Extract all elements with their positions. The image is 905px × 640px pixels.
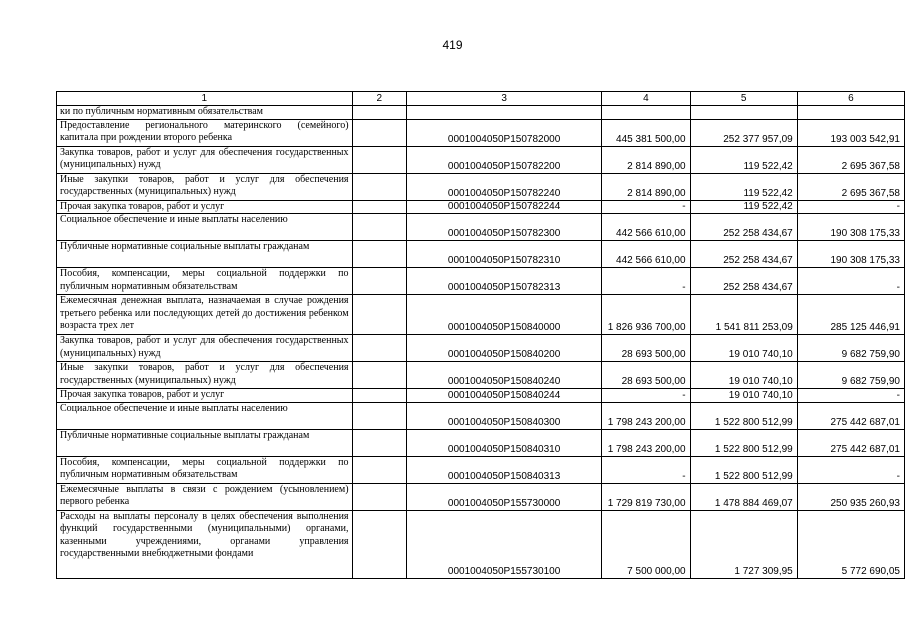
row-name: ки по публичным нормативным обязательствам [57, 106, 353, 120]
row-value-5: 19 010 740,10 [690, 335, 797, 362]
row-value-5: 119 522,42 [690, 146, 797, 173]
row-value-6: 190 308 175,33 [797, 241, 904, 268]
row-code: 0001004050P150782310 [407, 241, 602, 268]
row-name: Иные закупки товаров, работ и услуг для обеспечения государственных (муниципальных) нужд [57, 173, 353, 200]
row-name: Социальное обеспечение и иные выплаты населению [57, 214, 353, 241]
header-col-2: 2 [352, 92, 407, 106]
row-value-6: - [797, 268, 904, 295]
row-col2 [352, 268, 407, 295]
row-value-6 [797, 106, 904, 120]
row-code: 0001004050P150840200 [407, 335, 602, 362]
table-row [57, 295, 905, 335]
table-row [57, 241, 905, 268]
row-value-5: 1 522 800 512,99 [690, 429, 797, 456]
table-row [57, 362, 905, 389]
row-value-6: 9 682 759,90 [797, 335, 904, 362]
row-col2 [352, 389, 407, 403]
table-row [57, 429, 905, 456]
row-col2 [352, 362, 407, 389]
row-value-6: 193 003 542,91 [797, 119, 904, 146]
row-code: 0001004050P150840300 [407, 402, 602, 429]
row-col2 [352, 119, 407, 146]
row-value-4 [602, 106, 690, 120]
row-code: 0001004050P150782313 [407, 268, 602, 295]
row-value-4: 1 729 819 730,00 [602, 483, 690, 510]
row-value-4: 1 798 243 200,00 [602, 429, 690, 456]
row-value-4: - [602, 389, 690, 403]
row-name: Публичные нормативные социальные выплаты гражданам [57, 241, 353, 268]
table-row [57, 510, 905, 578]
header-col-1: 1 [57, 92, 353, 106]
header-col-5: 5 [690, 92, 797, 106]
row-value-5: 1 522 800 512,99 [690, 456, 797, 483]
row-code: 0001004050P150782300 [407, 214, 602, 241]
row-name: Расходы на выплаты персоналу в целях обеспечения выполнения функций государственными (муниципальными) органами, казенными учреждениями, органами управления государственными внебюджетными фондами [57, 510, 353, 578]
row-name: Иные закупки товаров, работ и услуг для обеспечения государственных (муниципальных) нужд [57, 362, 353, 389]
row-code: 0001004050P155730000 [407, 483, 602, 510]
row-value-6: 275 442 687,01 [797, 429, 904, 456]
row-value-4: 2 814 890,00 [602, 173, 690, 200]
table-row [57, 402, 905, 429]
row-code: 0001004050P150782000 [407, 119, 602, 146]
table-row [57, 389, 905, 403]
row-col2 [352, 295, 407, 335]
row-value-4: 28 693 500,00 [602, 335, 690, 362]
row-value-4: 442 566 610,00 [602, 241, 690, 268]
row-name: Пособия, компенсации, меры социальной поддержки по публичным нормативным обязательствам [57, 456, 353, 483]
row-value-6: 250 935 260,93 [797, 483, 904, 510]
table-row [57, 214, 905, 241]
row-name: Ежемесячные выплаты в связи с рождением (усыновлением) первого ребенка [57, 483, 353, 510]
row-col2 [352, 402, 407, 429]
row-value-6: - [797, 389, 904, 403]
row-value-6: - [797, 456, 904, 483]
row-col2 [352, 200, 407, 214]
row-value-6: 275 442 687,01 [797, 402, 904, 429]
row-value-4: - [602, 456, 690, 483]
table-row [57, 146, 905, 173]
row-col2 [352, 106, 407, 120]
row-code: 0001004050P150840244 [407, 389, 602, 403]
table-row [57, 106, 905, 120]
row-value-4: 445 381 500,00 [602, 119, 690, 146]
page-number: 419 [442, 38, 463, 52]
row-code: 0001004050P150782200 [407, 146, 602, 173]
table-row [57, 173, 905, 200]
row-name: Публичные нормативные социальные выплаты гражданам [57, 429, 353, 456]
row-value-5: 1 478 884 469,07 [690, 483, 797, 510]
row-code [407, 106, 602, 120]
row-value-5 [690, 106, 797, 120]
row-code: 0001004050P150840240 [407, 362, 602, 389]
row-value-5: 252 258 434,67 [690, 241, 797, 268]
row-value-5: 19 010 740,10 [690, 362, 797, 389]
row-col2 [352, 510, 407, 578]
row-value-6: 5 772 690,05 [797, 510, 904, 578]
row-value-6: 190 308 175,33 [797, 214, 904, 241]
row-value-4: 1 798 243 200,00 [602, 402, 690, 429]
table-row [57, 335, 905, 362]
row-name: Прочая закупка товаров, работ и услуг [57, 389, 353, 403]
row-code: 0001004050P150840313 [407, 456, 602, 483]
row-value-4: 442 566 610,00 [602, 214, 690, 241]
row-col2 [352, 483, 407, 510]
row-value-5: 1 727 309,95 [690, 510, 797, 578]
row-value-4: - [602, 268, 690, 295]
row-value-5: 252 258 434,67 [690, 214, 797, 241]
row-name: Ежемесячная денежная выплата, назначаемая в случае рождения третьего ребенка или последующих детей до достижения ребенком возраста трех лет [57, 295, 353, 335]
row-value-4: 7 500 000,00 [602, 510, 690, 578]
table-row [57, 483, 905, 510]
row-name: Прочая закупка товаров, работ и услуг [57, 200, 353, 214]
row-value-4: 2 814 890,00 [602, 146, 690, 173]
row-value-6: 9 682 759,90 [797, 362, 904, 389]
header-col-4: 4 [602, 92, 690, 106]
budget-table [56, 91, 905, 579]
row-name: Социальное обеспечение и иные выплаты населению [57, 402, 353, 429]
row-value-5: 1 522 800 512,99 [690, 402, 797, 429]
table-row [57, 119, 905, 146]
row-code: 0001004050P150840000 [407, 295, 602, 335]
row-value-5: 119 522,42 [690, 173, 797, 200]
row-col2 [352, 429, 407, 456]
header-col-3: 3 [407, 92, 602, 106]
row-name: Пособия, компенсации, меры социальной поддержки по публичным нормативным обязательствам [57, 268, 353, 295]
row-value-5: 252 258 434,67 [690, 268, 797, 295]
row-name: Предоставление регионального материнского (семейного) капитала при рождении второго ребенка [57, 119, 353, 146]
table-row [57, 268, 905, 295]
row-value-4: 28 693 500,00 [602, 362, 690, 389]
row-value-6: 285 125 446,91 [797, 295, 904, 335]
row-value-4: - [602, 200, 690, 214]
row-col2 [352, 173, 407, 200]
row-col2 [352, 241, 407, 268]
table-row [57, 200, 905, 214]
row-col2 [352, 214, 407, 241]
row-name: Закупка товаров, работ и услуг для обеспечения государственных (муниципальных) нужд [57, 335, 353, 362]
row-col2 [352, 335, 407, 362]
row-col2 [352, 456, 407, 483]
row-name: Закупка товаров, работ и услуг для обеспечения государственных (муниципальных) нужд [57, 146, 353, 173]
row-code: 0001004050P150782244 [407, 200, 602, 214]
row-value-4: 1 826 936 700,00 [602, 295, 690, 335]
row-value-5: 1 541 811 253,09 [690, 295, 797, 335]
table-row [57, 456, 905, 483]
row-value-6: 2 695 367,58 [797, 146, 904, 173]
header-row [57, 92, 905, 106]
row-value-5: 19 010 740,10 [690, 389, 797, 403]
row-col2 [352, 146, 407, 173]
row-code: 0001004050P155730100 [407, 510, 602, 578]
row-code: 0001004050P150840310 [407, 429, 602, 456]
row-code: 0001004050P150782240 [407, 173, 602, 200]
row-value-5: 119 522,42 [690, 200, 797, 214]
row-value-5: 252 377 957,09 [690, 119, 797, 146]
row-value-6: 2 695 367,58 [797, 173, 904, 200]
header-col-6: 6 [797, 92, 904, 106]
row-value-6: - [797, 200, 904, 214]
